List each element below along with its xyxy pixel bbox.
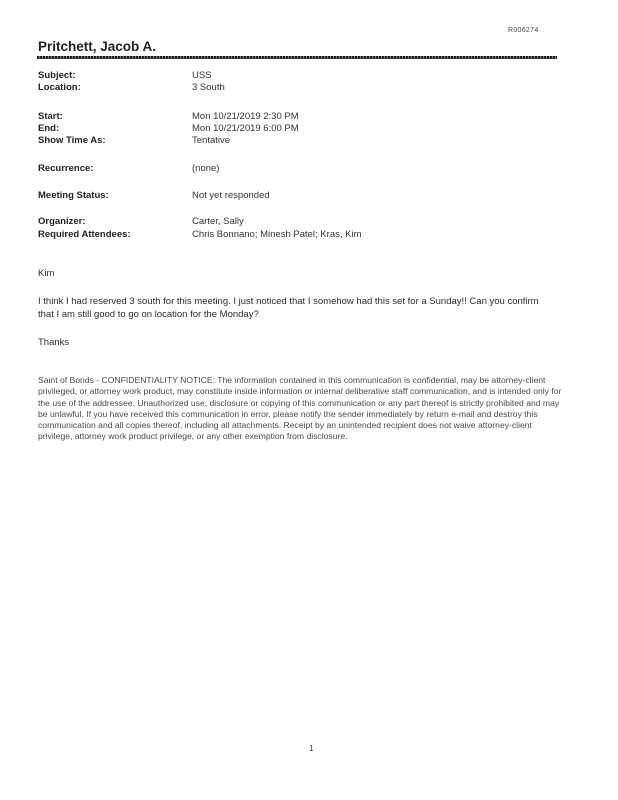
message-body: I think I had reserved 3 south for this meeting. I just noticed that I somehow had this set for a Sunday!! Can you confirm that I am still good to go on location for the Monday? bbox=[38, 296, 539, 320]
subject-value: USS bbox=[192, 70, 212, 81]
recurrence-label: Recurrence: bbox=[38, 163, 94, 174]
organizer-value: Carter, Sally bbox=[192, 216, 244, 227]
end-value: Mon 10/21/2019 6:00 PM bbox=[192, 123, 299, 134]
subject-label: Subject: bbox=[38, 70, 76, 81]
start-value: Mon 10/21/2019 2:30 PM bbox=[192, 111, 299, 122]
meeting-status-label: Meeting Status: bbox=[38, 190, 109, 201]
closing: Thanks bbox=[38, 337, 70, 348]
show-time-as-value: Tentative bbox=[192, 135, 231, 146]
show-time-as-label: Show Time As: bbox=[38, 135, 106, 146]
required-attendees-label: Required Attendees: bbox=[38, 229, 131, 240]
recipient-name-header: Pritchett, Jacob A. bbox=[38, 39, 157, 54]
location-label: Location: bbox=[38, 82, 81, 93]
page-number: 1 bbox=[309, 744, 314, 753]
confidentiality-notice: Saint of Bonds - CONFIDENTIALITY NOTICE: The information contained in this communication is confidential, may be attorney-client privileged, or attorney work product, may constitute inside information or internal deliberative staff communication, and is intended only for the use of the addressee. Unauthorized use, disclosure or copying of this communication or any part thereof is strictly prohibited and may be unlawful. If you have received this communication in error, please notify the sender immediately by return e-mail and destroy this communication and all copies thereof, including all attachments. Receipt by an unintended recipient does not waive attorney-client privilege, attorney work product privilege, or any other exemption from disclosure. bbox=[38, 375, 562, 442]
organizer-label: Organizer: bbox=[38, 216, 86, 227]
end-label: End: bbox=[38, 123, 60, 134]
bates-number: R006274 bbox=[508, 27, 539, 34]
start-label: Start: bbox=[38, 111, 63, 122]
recurrence-value: (none) bbox=[192, 163, 220, 174]
location-value: 3 South bbox=[192, 82, 225, 93]
meeting-status-value: Not yet responded bbox=[192, 190, 270, 201]
required-attendees-value: Chris Bonnano; Minesh Patel; Kras, Kim bbox=[192, 229, 362, 240]
greeting: Kim bbox=[38, 268, 55, 279]
header-divider bbox=[37, 56, 557, 59]
